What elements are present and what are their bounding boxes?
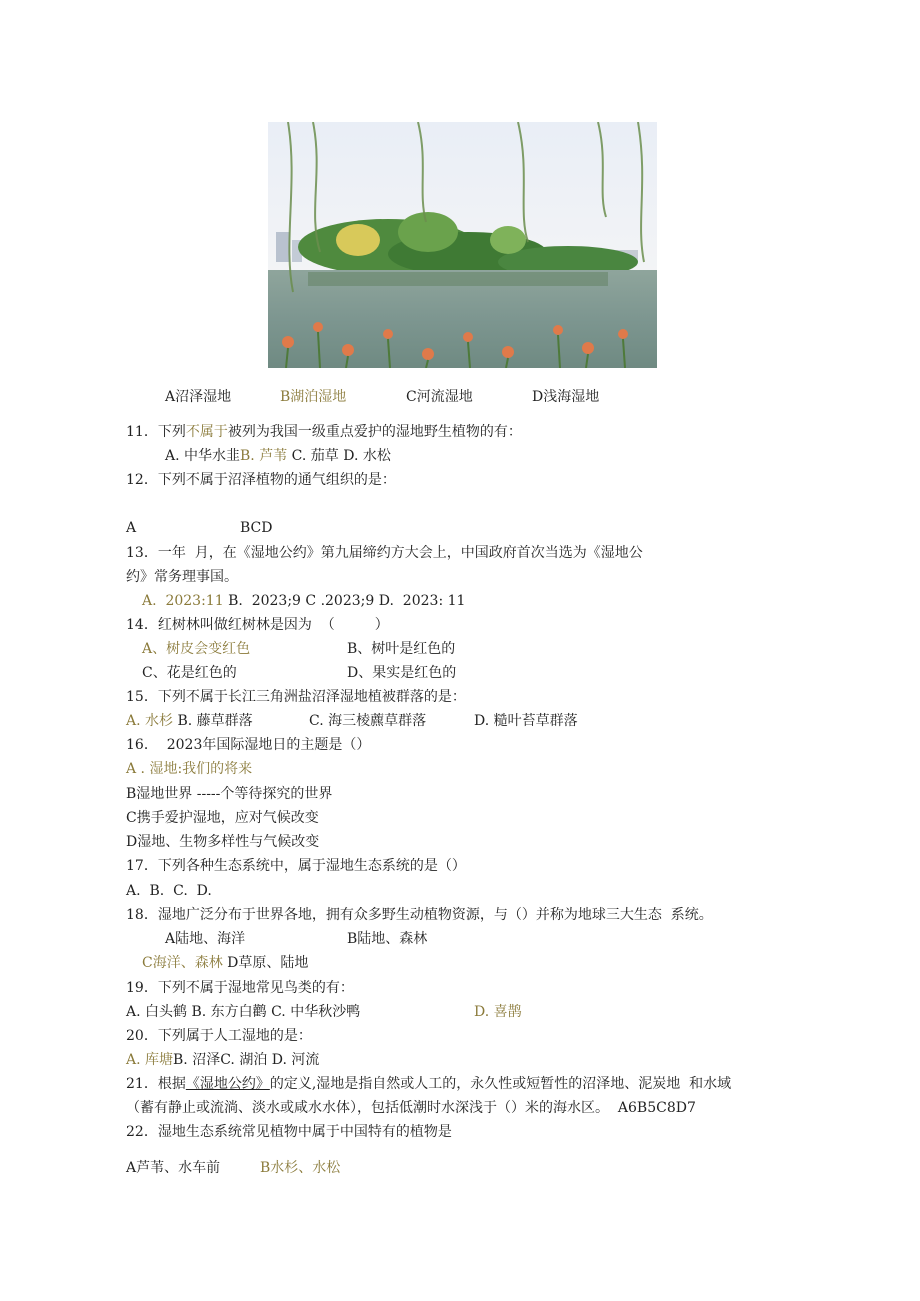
q19-options-abc: A. 白头鹤 B. 东方白鹳 C. 中华秋沙鸭	[126, 1004, 361, 1020]
q17-number: 17	[126, 858, 144, 874]
q15-option-c: C. 海三棱藨草群落	[309, 713, 427, 729]
q21-book-title: 《湿地公约》	[185, 1076, 270, 1092]
q16-option-d: D湿地、生物多样性与气候改变	[126, 834, 320, 850]
q21-question	[126, 1075, 731, 1093]
q19-text: ．下列不属于湿地常见鸟类的有：	[143, 980, 354, 996]
q20-number: 20	[126, 1028, 144, 1044]
q14-option-c: C、花是红色的	[142, 665, 237, 681]
q20-text: ．下列属于人工湿地的是：	[143, 1028, 312, 1044]
q15-question	[126, 688, 466, 706]
q13-number: 13	[126, 545, 144, 561]
q21-number: 21	[126, 1076, 144, 1092]
q13-option-rest: B. 2023;9 C .2023;9 D. 2023: 11	[223, 593, 466, 609]
q16-number: 16	[126, 737, 144, 753]
q16-option-c: C携手爱护湿地，应对气候改变	[126, 810, 319, 826]
q12-option-bcd: BCD	[240, 520, 273, 536]
q10-option-d: D浅海湿地	[532, 389, 600, 405]
q11-keyword: 不属于	[185, 424, 228, 440]
q17-text: ．下列各种生态系统中，属于湿地生态系统的是（）	[143, 858, 466, 874]
q11-number: 11	[126, 424, 144, 440]
q15-text: ．下列不属于长江三角洲盐沼泽湿地植被群落的是：	[143, 689, 466, 705]
q22-number: 22	[126, 1124, 144, 1140]
q18-text: ．湿地广泛分布于世界各地，拥有众多野生动植物资源，与（）并称为地球三大生态 系统。	[143, 907, 713, 923]
q15-number: 15	[126, 689, 144, 705]
q18-number: 18	[126, 907, 144, 923]
q22-option-b: B水杉、水松	[260, 1160, 341, 1176]
q10-option-c: C河流湿地	[406, 389, 473, 405]
q14-question	[126, 616, 389, 634]
q18-question	[126, 906, 713, 924]
q12-text: ．下列不属于沼泽植物的通气组织的是：	[143, 472, 396, 488]
q13-text-line1: ．一年 月，在《湿地公约》第九届缔约方大会上，中国政府首次当选为《湿地公	[143, 545, 643, 561]
q20-option-a: A. 库塘	[126, 1052, 174, 1068]
q20-option-rest: B. 沼泽C. 湖泊 D. 河流	[173, 1052, 320, 1068]
q15-option-d: D. 糙叶苔草群落	[474, 713, 578, 729]
q22-question	[126, 1123, 452, 1141]
wetland-photo	[268, 122, 657, 368]
q19-question	[126, 979, 354, 997]
q18-options-cd	[142, 954, 308, 972]
q21-text-line2: （蓄有静止或流淌、淡水或咸水水体），包括低潮时水深浅于（）米的海水区。 A6B5C8D7	[126, 1100, 696, 1116]
q22-text: ．湿地生态系统常见植物中属于中国特有的植物是	[143, 1124, 452, 1140]
q14-number: 14	[126, 617, 144, 633]
q21-text-pre: ．根据	[143, 1076, 186, 1092]
q14-option-d: D、果实是红色的	[347, 665, 457, 681]
q16-text: ． 2023年国际湿地日的主题是（）	[143, 737, 371, 753]
q16-option-b: B湿地世界 -----个等待探究的世界	[126, 786, 333, 802]
q14-text: ．红树林叫做红树林是因为 （ ）	[143, 617, 389, 633]
q12-option-a: A	[126, 520, 137, 536]
q11-question	[126, 423, 522, 441]
q20-question	[126, 1027, 312, 1045]
q11-text-pre: ．下列	[143, 424, 186, 440]
q12-question	[126, 471, 396, 489]
q19-option-d: D. 喜鹊	[474, 1004, 522, 1020]
q10-option-a: A沼泽湿地	[165, 389, 232, 405]
wetland-photo-illustration	[268, 122, 657, 368]
q13-text-line2: 约》常务理事国。	[126, 569, 238, 585]
q11-option-a: A. 中华水韭	[165, 448, 241, 464]
q18-option-d: D草原、陆地	[222, 955, 309, 971]
q15-options-ab	[126, 712, 253, 730]
q17-options: A. B. C. D.	[126, 883, 212, 899]
q13-options	[142, 592, 465, 610]
q16-option-a: A . 湿地:我们的将来	[126, 761, 253, 777]
q12-number: 12	[126, 472, 144, 488]
q13-option-a: A. 2023:11	[142, 593, 224, 609]
q11-text-post: 被列为我国一级重点爱护的湿地野生植物的有：	[227, 424, 522, 440]
q11-option-cd: C. 茄草 D. 水松	[287, 448, 391, 464]
q20-options	[126, 1051, 319, 1069]
q16-question	[126, 736, 370, 754]
q18-option-b: B陆地、森林	[347, 931, 428, 947]
q10-option-b: B湖泊湿地	[280, 389, 347, 405]
q11-options	[165, 447, 391, 465]
q18-option-c: C海洋、森林	[142, 955, 223, 971]
q22-option-a: A芦苇、水车前	[126, 1160, 221, 1176]
q15-option-b: B. 藤草群落	[173, 713, 253, 729]
q21-text-post: 的定义,湿地是指自然或人工的，永久性或短暂性的沼泽地、泥炭地 和水域	[269, 1076, 732, 1092]
q14-option-b: B、树叶是红色的	[347, 641, 456, 657]
q14-option-a: A、树皮会变红色	[142, 641, 251, 657]
q13-question	[126, 544, 643, 562]
q18-option-a: A陆地、海洋	[165, 931, 246, 947]
q19-number: 19	[126, 980, 144, 996]
q15-option-a: A. 水杉	[126, 713, 174, 729]
q17-question	[126, 857, 466, 875]
q11-option-b: B. 芦苇	[240, 448, 288, 464]
